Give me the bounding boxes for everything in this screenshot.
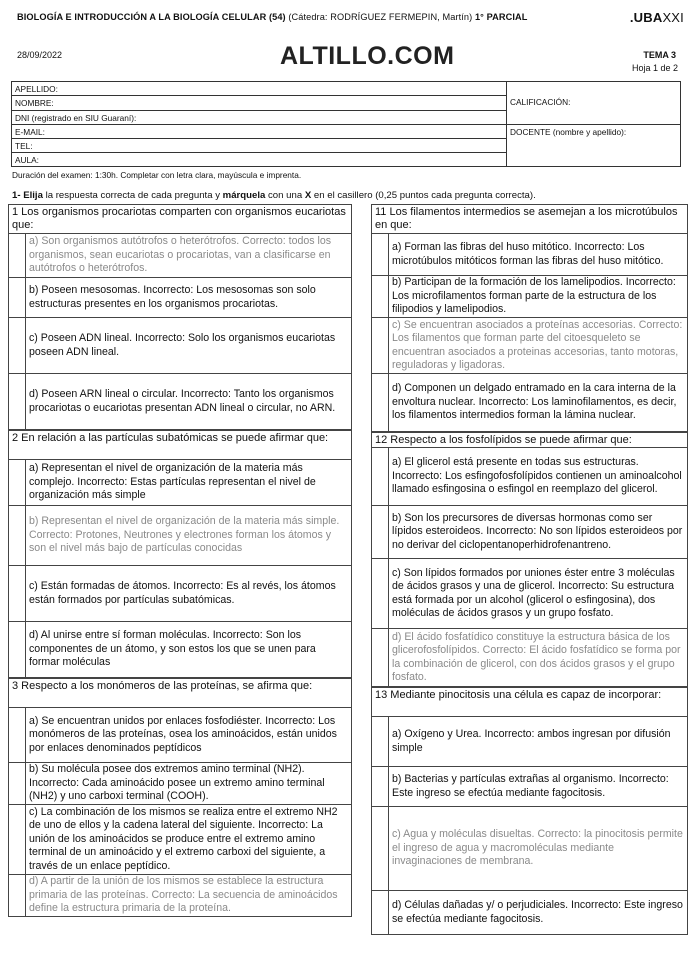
course-header [17,12,527,22]
answer-option [371,807,688,891]
answer-checkbox[interactable] [9,708,26,762]
answer-checkbox[interactable] [372,318,389,373]
answer-text: a) Representan el nivel de organización de la materia más complejo. Incorrecto: Estas partículas representan el nivel de organización más simple [29,462,316,502]
answer-text: a) El glicerol está presente en todas sus estructuras. Incorrecto: Los esfingofosfolípidos contienen un aminoalcohol llamado esfingosina o esfingol en reemplazo del glicerol. [392,456,682,496]
answer-text: a) Oxígeno y Urea. Incorrecto: ambos ingresan por difusión simple [392,728,671,754]
uba-logo: .UBAXXI [629,10,684,25]
calificacion-field[interactable]: CALIFICACIÓN: [507,82,680,125]
answer-text: a) Se encuentran unidos por enlaces fosfodiéster. Incorrecto: Los monómeros de las proteínas, osea los aminoácidos, están unidos por enlaces denominados peptídicos [29,714,337,754]
chair-name: (Cátedra: RODRÍGUEZ FERMEPIN, Martín) [288,12,473,22]
docente-field[interactable]: DOCENTE (nombre y apellido): [510,127,627,137]
tema-label: TEMA 3 [643,50,676,60]
answer-option [8,622,352,678]
answer-option [8,460,352,506]
answer-text: a) Forman las fibras del huso mitótico. Incorrecto: Los microtúbulos mitóticos forman las fibras del huso mitótico. [392,241,664,267]
answer-checkbox[interactable] [372,767,389,806]
answer-option [8,763,352,805]
answer-text: b) Representan el nivel de organización de la materia más simple. Correcto: Protones, Neutrones y electrones forman los átomos y son el nivel más bajo de partículas conocidas [29,515,340,555]
page-indicator: Hoja 1 de 2 [631,63,678,73]
question-title: 13 Mediante pinocitosis una célula es capaz de incorporar: [371,687,688,717]
email-field[interactable]: E-MAIL: [12,125,506,139]
answer-option [8,566,352,622]
answer-checkbox[interactable] [9,763,26,804]
question-title: 2 En relación a las partículas subatómicas se puede afirmar que: [8,430,352,460]
answer-checkbox[interactable] [9,318,26,373]
answer-checkbox[interactable] [9,622,26,677]
answer-text: d) Poseen ARN lineal o circular. Incorrecto: Tanto los organismos procariotas o eucariotas presentan ADN lineal o circular, no ARN. [29,388,336,414]
answer-checkbox[interactable] [372,717,389,766]
answer-option [8,318,352,374]
instructions: 1- Elija la respuesta correcta de cada pregunta y márquela con una X en el casillero (0,25 puntos cada pregunta correcta). [12,190,536,201]
grading-fields [507,82,680,166]
answer-option [371,276,688,318]
answer-text: c) Son lípidos formados por uniones éster entre 3 moléculas de ácidos grasos y una de glicerol. Incorrecto: Su estructura está formada por un alcohol (glicerol o esfingosina), dos moléculas de ácidos grasos y un grupo fosfato. [392,566,675,619]
course-title: BIOLOGÍA E INTRODUCCIÓN A LA BIOLOGÍA CELULAR (54) [17,12,286,22]
answer-option [371,234,688,276]
answer-option [8,374,352,430]
exam-date: 28/09/2022 [17,50,63,60]
student-fields [12,82,507,166]
answer-checkbox[interactable] [9,805,26,874]
answer-checkbox[interactable] [9,566,26,621]
answer-option [8,506,352,566]
answer-text: c) La combinación de los mismos se realiza entre el extremo NH2 de uno de ellos y la cadena lateral del siguiente. Incorrecto: La unión de los aminoácidos se produce entre el extremo amino terminal de un aminoácido y el extremo carboxi del siguiente, a través de un enlace peptídico. [29,805,338,872]
answer-checkbox[interactable] [372,891,389,934]
answer-text: c) Poseen ADN lineal. Incorrecto: Solo los organismos eucariotas poseen ADN lineal. [29,332,336,358]
answer-option [371,891,688,935]
answer-checkbox[interactable] [9,875,26,916]
answer-text: d) A partir de la unión de los mismos se establece la estructura primaria de las proteínas. Correcto: La secuencia de aminoácidos define la estructura primaria de la proteína. [29,875,338,915]
answer-text: d) Al unirse entre sí forman moléculas. Incorrecto: Son los componentes de un átomo, y son estos los que se unen para formar moléculas [29,629,316,669]
nombre-field[interactable]: NOMBRE: [12,96,506,110]
answer-text: c) Están formadas de átomos. Incorrecto: Es al revés, los átomos están formados por partículas subatómicas. [29,580,336,606]
answer-checkbox[interactable] [372,234,389,275]
answer-text: d) Células dañadas y/ o perjudiciales. Incorrecto: Este ingreso se efectúa mediante fagocitosis. [392,899,683,925]
answer-option [8,875,352,917]
questions-right-column [371,204,688,935]
tel-field[interactable]: TEL: [12,139,506,153]
dni-field[interactable]: DNI (registrado en SIU Guaraní): [12,111,506,125]
apellido-field[interactable]: APELLIDO: [12,82,506,96]
answer-checkbox[interactable] [372,276,389,317]
watermark: ALTILLO.COM [280,42,455,70]
answer-option [371,374,688,432]
answer-text: d) El ácido fosfatídico constituye la estructura básica de los glicerofosfolípidos. Correcto: El ácido fosfatídico se forma por la combinación de glicerol, con dos ácidos grasos y el grupo fosfato. [392,630,681,683]
answer-checkbox[interactable] [9,460,26,505]
answer-option [8,805,352,875]
answer-option [371,448,688,506]
question-title: 1 Los organismos procariotas comparten con organismos eucariotas que: [8,204,352,234]
duration-note: Duración del examen: 1:30h. Completar con letra clara, mayúscula e imprenta. [12,170,302,180]
answer-checkbox[interactable] [372,506,389,558]
answer-option [371,559,688,629]
answer-option [371,629,688,687]
exam-name: 1° PARCIAL [474,12,528,22]
aula-field[interactable]: AULA: [15,155,39,166]
answer-text: c) Se encuentran asociados a proteínas accesorias. Correcto: Los filamentos que forman parte del citoesqueleto se encuentran asociados a proteinas accesorias, tanto motoras, reguladoras y ligadoras. [392,318,683,371]
answer-text: b) Participan de la formación de los lamelipodios. Incorrecto: Los microfilamentos forman parte de la estructura de los filipodios y lamelipodios. [392,276,676,316]
answer-checkbox[interactable] [372,807,389,890]
answer-text: b) Poseen mesosomas. Incorrecto: Los mesosomas son solo estructuras presentes en los organismos procariotas. [29,284,316,310]
answer-option [8,278,352,318]
question-title: 3 Respecto a los monómeros de las proteínas, se afirma que: [8,678,352,708]
answer-text: b) Son los precursores de diversas hormonas como ser lípidos esteroideos. Incorrecto: No son lípidos esteroideos por no derivar del ciclopentanoperhidrofenantreno. [392,511,683,551]
answer-text: b) Bacterias y partículas extrañas al organismo. Incorrecto: Este ingreso se efectúa mediante fagocitosis. [392,773,669,799]
question-title: 11 Los filamentos intermedios se asemejan a los microtúbulos en que: [371,204,688,234]
answer-checkbox[interactable] [372,374,389,431]
answer-checkbox[interactable] [372,629,389,686]
answer-option [371,717,688,767]
student-info-form [11,81,681,167]
answer-option [371,767,688,807]
answer-checkbox[interactable] [9,234,26,277]
answer-option [371,506,688,559]
answer-checkbox[interactable] [9,506,26,565]
answer-option [8,234,352,278]
answer-checkbox[interactable] [9,278,26,317]
answer-checkbox[interactable] [372,448,389,505]
answer-checkbox[interactable] [9,374,26,429]
answer-text: a) Son organismos autótrofos o heterótrofos. Correcto: todos los organismos, sean eucariotas o procariotas, van a clasificarse en autótrofos o heterótrofos. [29,235,332,275]
answer-option [371,318,688,374]
answer-option [8,708,352,763]
answer-checkbox[interactable] [372,559,389,628]
answer-text: d) Componen un delgado entramado en la cara interna de la envoltura nuclear. Incorrecto: Los laminofilamentos, es decir, los filamentos intermedios forman la lámina nuclear. [392,382,677,422]
answer-text: b) Su molécula posee dos extremos amino terminal (NH2). Incorrecto: Cada aminoácido posee un extremo amino terminal (NH2) y uno carboxi terminal (COOH). [29,763,325,803]
question-title: 12 Respecto a los fosfolípidos se puede afirmar que: [371,432,688,448]
answer-text: c) Agua y moléculas disueltas. Correcto: la pinocitosis permite el ingreso de agua y macromoléculas mediante invaginaciones de membrana. [392,828,683,868]
questions-left-column [8,204,352,917]
